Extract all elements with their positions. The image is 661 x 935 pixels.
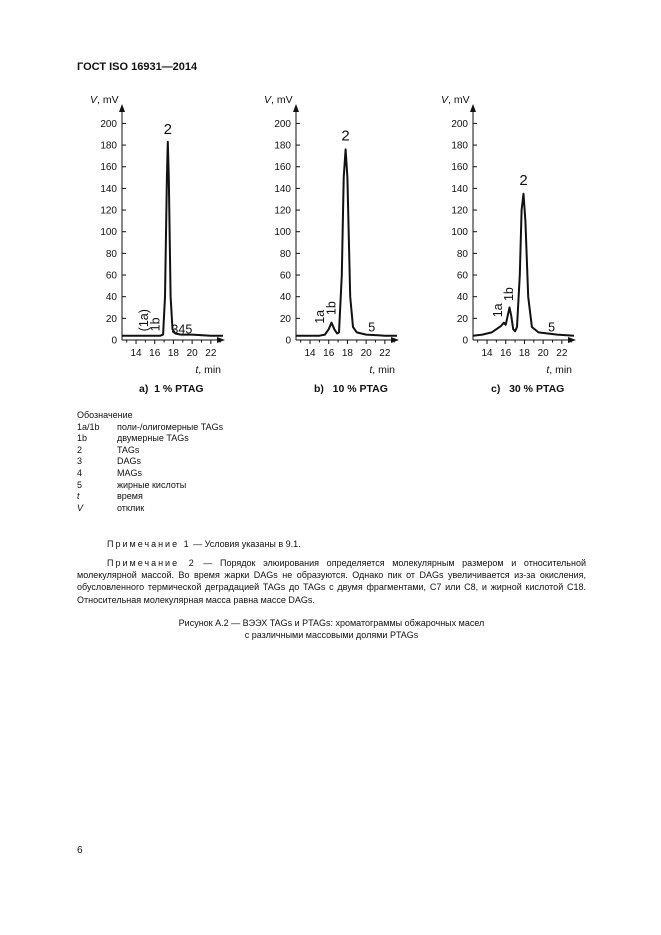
x-tick-label: 20 <box>537 348 549 359</box>
y-axis-arrow <box>119 104 125 112</box>
y-tick-label: 80 <box>279 248 291 260</box>
chromatogram-c <box>431 88 611 378</box>
legend-text: отклик <box>117 502 145 513</box>
x-axis-label <box>195 364 221 376</box>
legend-text: двумерные TAGs <box>117 433 189 444</box>
y-tick-label: 100 <box>100 227 117 239</box>
y-axis-label-unit: , mV <box>271 94 293 106</box>
document-header: ГОСТ ISO 16931—2014 <box>77 61 198 73</box>
y-tick-label: 0 <box>285 335 291 347</box>
legend-symbol: 1a/1b <box>77 421 100 432</box>
x-tick-label: 16 <box>149 348 161 359</box>
x-axis-label-unit: , min <box>549 364 572 376</box>
y-tick-label: 140 <box>100 183 117 195</box>
chromatograms-area <box>0 88 661 388</box>
peak-label: 5 <box>548 320 556 335</box>
peak-label: 1b <box>148 317 163 332</box>
legend-symbol: t <box>77 491 80 502</box>
legend-symbol: V <box>77 502 84 513</box>
legend-symbol: 2 <box>77 444 83 455</box>
y-tick-label: 140 <box>274 183 291 195</box>
y-tick-label: 180 <box>274 140 291 152</box>
x-axis-label-var: t <box>546 364 550 376</box>
chromatogram-b <box>254 88 434 378</box>
legend-text: жирные кислоты <box>117 479 187 490</box>
y-axis-label-unit: , mV <box>448 94 470 106</box>
legend-item <box>77 433 223 445</box>
x-tick-label: 14 <box>130 348 142 359</box>
legend-symbol: 5 <box>77 479 83 490</box>
x-axis-label <box>369 364 395 376</box>
legend-title: Обозначение <box>77 410 133 420</box>
y-tick-label: 160 <box>451 162 468 174</box>
y-tick-label: 200 <box>274 118 291 130</box>
y-tick-label: 140 <box>451 183 468 195</box>
x-tick-label: 14 <box>304 348 316 359</box>
figure-caption-line-2: с различными массовыми долями PTAGs <box>244 630 419 640</box>
y-axis-arrow <box>293 104 299 112</box>
y-tick-label: 180 <box>100 140 117 152</box>
peak-label: 1b <box>324 301 339 316</box>
legend <box>77 410 223 514</box>
legend-item <box>77 480 223 492</box>
x-axis-label-unit: , min <box>372 364 395 376</box>
chromatogram-trace <box>473 194 574 336</box>
note-2-label: Примечание 2 <box>107 558 196 568</box>
y-tick-label: 200 <box>100 118 117 130</box>
peak-label: 345 <box>171 322 193 337</box>
y-tick-label: 40 <box>279 292 291 304</box>
x-tick-label: 22 <box>556 348 568 359</box>
x-axis-label-unit: , min <box>198 364 221 376</box>
y-tick-label: 100 <box>274 227 291 239</box>
x-tick-label: 18 <box>341 348 353 359</box>
y-tick-label: 120 <box>274 205 291 217</box>
legend-symbol: 4 <box>77 467 83 478</box>
x-axis-label-var: t <box>369 364 373 376</box>
x-tick-label: 14 <box>481 348 493 359</box>
y-axis-label <box>90 94 119 106</box>
legend-list <box>77 422 223 515</box>
y-tick-label: 160 <box>100 162 117 174</box>
y-tick-label: 20 <box>456 313 468 325</box>
legend-item <box>77 491 223 503</box>
y-axis-label-var: V <box>441 94 449 106</box>
legend-symbol: 1b <box>77 433 88 444</box>
note-2 <box>77 557 586 606</box>
note-1-label: Примечание 1 <box>107 539 191 549</box>
chart-caption-b: b) 10 % PTAG <box>314 383 388 395</box>
y-axis-label-unit: , mV <box>97 94 119 106</box>
peak-label: 1a <box>490 303 505 318</box>
chromatogram-trace <box>122 142 223 336</box>
y-tick-label: 120 <box>451 205 468 217</box>
x-tick-label: 22 <box>379 348 391 359</box>
y-tick-label: 180 <box>451 140 468 152</box>
legend-text: DAGs <box>117 456 142 467</box>
legend-item <box>77 422 223 434</box>
peak-label: 5 <box>368 320 376 335</box>
y-axis-label-var: V <box>90 94 98 106</box>
peak-label: 1a <box>313 309 328 324</box>
x-tick-label: 18 <box>518 348 530 359</box>
peak-label: 2 <box>163 121 172 139</box>
y-axis-label-var: V <box>264 94 272 106</box>
legend-item <box>77 456 223 468</box>
y-tick-label: 60 <box>279 270 291 282</box>
legend-text: MAGs <box>117 467 143 478</box>
x-axis-arrow <box>568 337 576 343</box>
figure-caption <box>77 617 586 641</box>
peak-label: 2 <box>341 127 350 145</box>
x-axis-arrow <box>391 337 399 343</box>
y-tick-label: 60 <box>105 270 117 282</box>
chart-caption-c: c) 30 % PTAG <box>491 383 565 395</box>
note-1-text: — Условия указаны в 9.1. <box>190 539 301 549</box>
legend-symbol: 3 <box>77 456 83 467</box>
y-tick-label: 20 <box>279 313 291 325</box>
x-axis-label-var: t <box>195 364 199 376</box>
y-tick-label: 80 <box>105 248 117 260</box>
y-tick-label: 120 <box>100 205 117 217</box>
x-tick-label: 18 <box>167 348 179 359</box>
x-tick-label: 20 <box>186 348 198 359</box>
y-tick-label: 20 <box>105 313 117 325</box>
x-tick-label: 16 <box>323 348 335 359</box>
y-tick-label: 160 <box>274 162 291 174</box>
y-tick-label: 80 <box>456 248 468 260</box>
legend-item <box>77 503 223 515</box>
figure-caption-line-1: Рисунок А.2 — ВЭЭХ TAGs и PTAGs: хроматограммы обжарочных масел <box>178 618 485 628</box>
chromatogram-trace <box>296 149 397 335</box>
y-axis-arrow <box>470 104 476 112</box>
legend-text: TAGs <box>117 444 140 455</box>
y-tick-label: 60 <box>456 270 468 282</box>
peak-label: (1a) <box>137 309 152 332</box>
x-tick-label: 20 <box>360 348 372 359</box>
page-number: 6 <box>77 845 83 856</box>
y-tick-label: 100 <box>451 227 468 239</box>
y-axis-label <box>264 94 293 106</box>
x-axis-arrow <box>217 337 225 343</box>
y-tick-label: 0 <box>462 335 468 347</box>
x-tick-label: 22 <box>205 348 217 359</box>
peak-label: 1b <box>502 287 517 302</box>
chart-caption-a: a) 1 % PTAG <box>139 383 204 395</box>
y-tick-label: 40 <box>456 292 468 304</box>
x-axis-label <box>546 364 572 376</box>
y-axis-label <box>441 94 470 106</box>
y-tick-label: 200 <box>451 118 468 130</box>
y-tick-label: 0 <box>111 335 117 347</box>
legend-text: поли-/олигомерные TAGs <box>117 421 224 432</box>
legend-item <box>77 468 223 480</box>
legend-text: время <box>117 491 143 502</box>
x-tick-label: 16 <box>500 348 512 359</box>
peak-label: 2 <box>519 172 528 190</box>
y-tick-label: 40 <box>105 292 117 304</box>
legend-item <box>77 445 223 457</box>
note-2-text: — Порядок элюирования определяется молекулярным размером и относительной молекулярной массой. Во время жарки DAGs не образуются. Однако пик от DAGs увеличивается из-за окисления, обусловленного термической деградацией TAGs до TAGs с двумя фрагментами, С7 или С8, и жирной кислотой С18. Относительная молекулярная масса равна массе DAGs. <box>77 558 586 605</box>
chromatogram-a <box>80 88 260 378</box>
note-1 <box>107 539 301 549</box>
